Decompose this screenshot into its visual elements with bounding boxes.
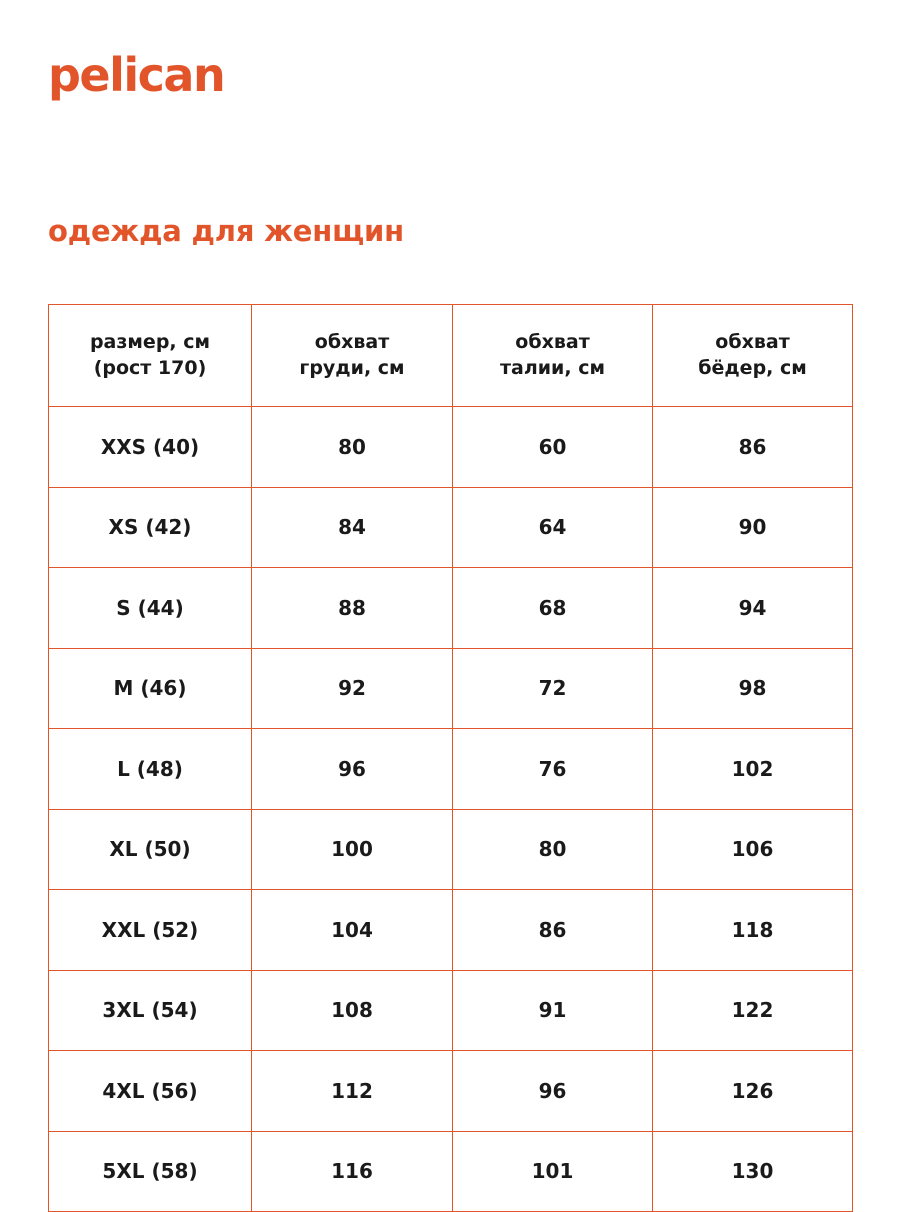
cell-chest: 108 <box>252 970 453 1051</box>
cell-waist: 60 <box>453 407 653 488</box>
cell-chest: 100 <box>252 809 453 890</box>
cell-chest: 88 <box>252 568 453 649</box>
cell-hips: 130 <box>653 1131 853 1212</box>
cell-size: M (46) <box>49 648 252 729</box>
column-header-hips-line2: бёдер, см <box>698 356 807 379</box>
column-header-size-line1: размер, см <box>89 330 211 353</box>
cell-chest: 112 <box>252 1051 453 1132</box>
size-table <box>48 304 853 1212</box>
column-header-size <box>49 305 252 407</box>
table-body <box>49 407 853 1212</box>
cell-chest: 104 <box>252 890 453 971</box>
cell-size: XL (50) <box>49 809 252 890</box>
column-header-waist <box>453 305 653 407</box>
cell-chest: 84 <box>252 487 453 568</box>
cell-hips: 94 <box>653 568 853 649</box>
cell-size: XXL (52) <box>49 890 252 971</box>
table-row <box>49 568 853 649</box>
cell-chest: 116 <box>252 1131 453 1212</box>
cell-waist: 64 <box>453 487 653 568</box>
table-row <box>49 487 853 568</box>
cell-hips: 106 <box>653 809 853 890</box>
cell-waist: 72 <box>453 648 653 729</box>
brand-logo: pelican <box>48 48 225 102</box>
cell-size: L (48) <box>49 729 252 810</box>
page-title: одежда для женщин <box>48 214 404 248</box>
cell-waist: 68 <box>453 568 653 649</box>
cell-hips: 86 <box>653 407 853 488</box>
cell-waist: 86 <box>453 890 653 971</box>
table-row <box>49 1131 853 1212</box>
column-header-waist-line2: талии, см <box>499 356 605 379</box>
cell-size: 3XL (54) <box>49 970 252 1051</box>
cell-waist: 96 <box>453 1051 653 1132</box>
cell-hips: 126 <box>653 1051 853 1132</box>
cell-hips: 102 <box>653 729 853 810</box>
cell-waist: 91 <box>453 970 653 1051</box>
table-row <box>49 809 853 890</box>
column-header-size-line2: (рост 170) <box>93 356 207 379</box>
column-header-hips <box>653 305 853 407</box>
column-header-hips-line1: обхват <box>715 330 790 353</box>
table-row <box>49 729 853 810</box>
cell-waist: 76 <box>453 729 653 810</box>
column-header-waist-line1: обхват <box>515 330 590 353</box>
column-header-chest-line1: обхват <box>314 330 390 353</box>
table-row <box>49 407 853 488</box>
column-header-chest <box>252 305 453 407</box>
cell-size: 5XL (58) <box>49 1131 252 1212</box>
cell-hips: 122 <box>653 970 853 1051</box>
table-header-row <box>49 305 853 407</box>
cell-chest: 80 <box>252 407 453 488</box>
cell-hips: 118 <box>653 890 853 971</box>
cell-waist: 80 <box>453 809 653 890</box>
table-header <box>49 305 853 407</box>
column-header-chest-line2: груди, см <box>299 356 405 379</box>
table-row <box>49 1051 853 1132</box>
cell-chest: 96 <box>252 729 453 810</box>
cell-waist: 101 <box>453 1131 653 1212</box>
table-row <box>49 648 853 729</box>
table-row <box>49 970 853 1051</box>
cell-hips: 98 <box>653 648 853 729</box>
cell-size: S (44) <box>49 568 252 649</box>
cell-size: 4XL (56) <box>49 1051 252 1132</box>
table-row <box>49 890 853 971</box>
cell-size: XXS (40) <box>49 407 252 488</box>
cell-hips: 90 <box>653 487 853 568</box>
cell-chest: 92 <box>252 648 453 729</box>
cell-size: XS (42) <box>49 487 252 568</box>
